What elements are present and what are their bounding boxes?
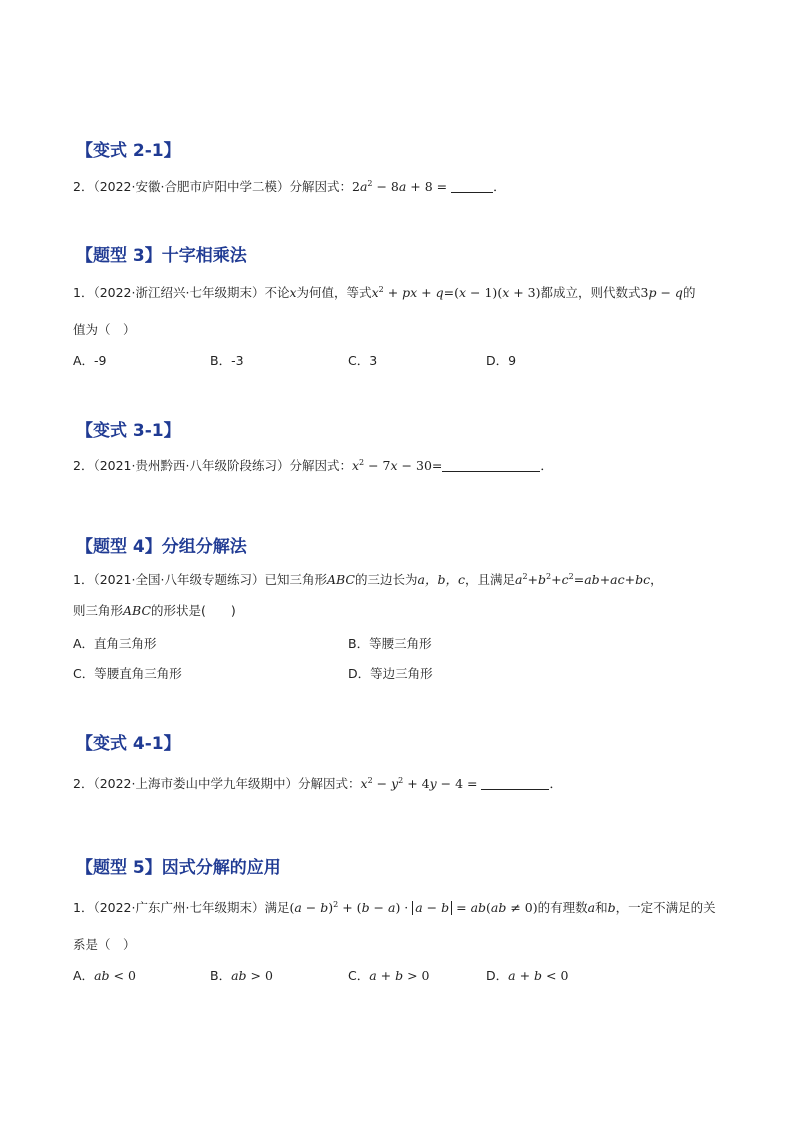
question-number: 2． [73,179,94,194]
question-text: 的 [682,285,696,300]
section-heading-type-5: 【题型 5】因式分解的应用 [76,858,281,878]
question-text: 则三角形 [73,603,124,618]
question-source: （2022·广东广州·七年级期末） [93,900,265,915]
question-text: 的三边长为 [355,572,418,587]
section-heading-variant-4-1: 【变式 4-1】 [76,734,181,754]
section-heading-variant-2-1: 【变式 2-1】 [76,141,181,161]
question-text: 分解因式： [289,458,352,473]
option-c[interactable]: C．a + b > 0 [348,968,430,983]
answer-blank[interactable] [481,777,549,790]
math-var-a: a [587,900,596,915]
option-label: B． [210,968,232,983]
option-label: D． [486,968,509,983]
math-var-abc: ABC [326,572,355,587]
math-expression: $x^2 - 7x - 30=$ [351,457,443,473]
question-source: （2022·安徽·合肥市庐阳中学二模） [93,179,290,194]
question-text: 和 [595,900,608,915]
question-text: 分解因式： [298,776,361,791]
section-heading-type-4: 【题型 4】分组分解法 [76,537,247,557]
question-type-3-line2: 值为（ ） [73,322,136,337]
math-expression: $2a^2 - 8a + 8$ = [351,178,452,194]
option-b[interactable]: B．-3 [210,353,244,368]
question-text: 的形状是( ) [151,603,236,618]
question-variant-4-1 [73,774,562,792]
option-b[interactable]: B．等腰三角形 [348,636,432,651]
math-var-b: b [607,900,616,915]
math-expression: $x^2 - y^2 + 4y - 4$ = [360,775,482,791]
math-var-abc: ABC [123,603,152,618]
period: ． [549,776,562,791]
math-equation: $(a - b)^2 + (b - a) \cdot a - b = ab(ab \ne 0)$ [289,899,538,915]
option-a[interactable]: A．-9 [73,353,107,368]
question-source: （2021·全国·八年级专题练习） [93,572,265,587]
question-variant-2-1 [73,177,506,195]
question-text: 已知三角形 [264,572,327,587]
option-d[interactable]: D．9 [486,353,517,368]
question-source: （2021·贵州黔西·八年级阶段练习） [93,458,290,473]
question-type-4-line1 [73,570,663,588]
math-vars: a，b，c [417,572,465,587]
question-text: 满足 [264,900,290,915]
section-heading-type-3: 【题型 3】十字相乘法 [76,246,247,266]
question-number: 2． [73,458,94,473]
question-type-3-line1 [73,283,695,301]
section-heading-variant-3-1: 【变式 3-1】 [76,421,181,441]
option-label: C． [348,968,370,983]
question-number: 1． [73,900,94,915]
option-a[interactable]: A．直角三角形 [73,636,157,651]
question-number: 1． [73,285,94,300]
option-a[interactable]: A．ab < 0 [73,968,136,983]
math-var-x: x [289,285,297,300]
math-expression: 3p − q [640,285,683,300]
answer-blank[interactable] [451,180,493,193]
question-text: ，一定不满足的关 [615,900,716,915]
option-d[interactable]: D．a + b < 0 [486,968,569,983]
question-source: （2022·上海市娄山中学九年级期中） [93,776,298,791]
question-type-5-line2: 系是（ ） [73,937,136,952]
math-equation: $a^2+b^2+c^2=ab+ac+bc$， [515,571,663,587]
question-text: 的有理数 [537,900,588,915]
option-c[interactable]: C．等腰直角三角形 [73,666,182,681]
question-text: 都成立，则代数式 [540,285,641,300]
period: ． [493,179,506,194]
question-type-5-line1 [73,898,716,916]
question-text: ，且满足 [464,572,515,587]
question-text: 为何值，等式 [296,285,372,300]
period: ． [540,458,553,473]
question-number: 1． [73,572,94,587]
question-type-4-line2 [73,601,236,619]
option-b[interactable]: B．ab > 0 [210,968,273,983]
answer-blank[interactable] [442,459,540,472]
question-text: 分解因式： [289,179,352,194]
question-variant-3-1 [73,456,553,474]
option-label: A． [73,968,95,983]
question-text: 不论 [264,285,290,300]
math-equation: $x^2$ + px + q=(x − 1)(x + 3) [371,284,541,300]
question-number: 2． [73,776,94,791]
option-c[interactable]: C．3 [348,353,378,368]
option-d[interactable]: D．等边三角形 [348,666,433,681]
question-source: （2022·浙江绍兴·七年级期末） [93,285,265,300]
